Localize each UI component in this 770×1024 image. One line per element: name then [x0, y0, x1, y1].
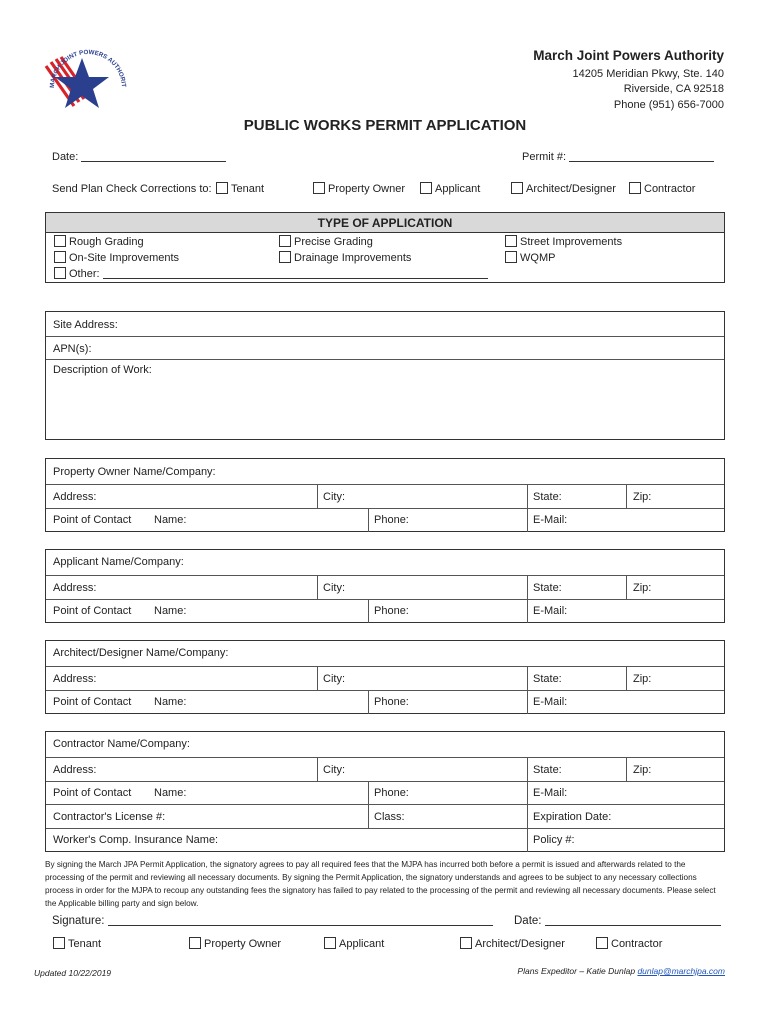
architect-address-row[interactable] [46, 667, 724, 691]
type-precise-grading[interactable]: Precise Grading [279, 235, 373, 248]
corrections-contractor[interactable]: Contractor [629, 182, 695, 195]
applicant-zip-label: Zip: [633, 582, 652, 594]
owner-phone-label: Phone: [374, 514, 409, 526]
permit-line[interactable] [569, 161, 714, 162]
page-title: PUBLIC WORKS PERMIT APPLICATION [243, 117, 527, 134]
checkbox-icon[interactable] [279, 251, 291, 263]
type-street-improvements[interactable]: Street Improvements [505, 235, 622, 248]
applicant-section [45, 549, 725, 623]
signature-line[interactable] [108, 925, 493, 926]
checkbox-icon[interactable] [324, 937, 336, 949]
owner-contact-row[interactable] [46, 509, 724, 532]
owner-city-label: City: [323, 491, 345, 503]
type-other[interactable]: Other: [54, 267, 488, 280]
billing-property-owner[interactable]: Property Owner [189, 937, 281, 950]
owner-email-label: E-Mail: [533, 514, 568, 526]
applicant-name-label: Applicant Name/Company: [53, 556, 184, 568]
architect-section [45, 640, 725, 714]
checkbox-icon[interactable] [279, 235, 291, 247]
owner-state-label: State: [533, 491, 562, 503]
architect-name-row[interactable] [46, 641, 724, 667]
contractor-expiration-label: Expiration Date: [533, 811, 612, 823]
contractor-name-row[interactable] [46, 732, 724, 758]
apn-row[interactable] [46, 337, 724, 360]
permit-label: Permit #: [522, 151, 567, 163]
contractor-insurance-row[interactable] [46, 829, 724, 852]
architect-contact-row[interactable] [46, 691, 724, 714]
architect-contact-name-label: Name: [154, 696, 187, 708]
org-address-line2: Riverside, CA 92518 [623, 83, 724, 95]
contractor-city-label: City: [323, 764, 345, 776]
checkbox-icon[interactable] [54, 235, 66, 247]
expeditor-contact [517, 966, 725, 976]
corrections-property-owner[interactable]: Property Owner [313, 182, 405, 195]
architect-phone-label: Phone: [374, 696, 409, 708]
corrections-label: Send Plan Check Corrections to: [52, 183, 212, 195]
architect-poc-label: Point of Contact [53, 696, 132, 708]
contractor-poc-label: Point of Contact [53, 787, 132, 799]
billing-tenant[interactable]: Tenant [53, 937, 101, 950]
mjpa-seal-icon [40, 44, 130, 116]
architect-state-label: State: [533, 673, 562, 685]
type-drainage-improvements[interactable]: Drainage Improvements [279, 251, 411, 264]
checkbox-icon[interactable] [420, 182, 432, 194]
checkbox-icon[interactable] [460, 937, 472, 949]
applicant-address-row[interactable] [46, 576, 724, 600]
site-address-row[interactable] [46, 312, 724, 337]
contractor-address-row[interactable] [46, 758, 724, 782]
owner-poc-label: Point of Contact [53, 514, 132, 526]
applicant-name-row[interactable] [46, 550, 724, 576]
owner-address-row[interactable] [46, 485, 724, 509]
architect-name-label: Architect/Designer Name/Company: [53, 647, 229, 659]
architect-city-label: City: [323, 673, 345, 685]
apn-label: APN(s): [53, 343, 92, 355]
checkbox-icon[interactable] [189, 937, 201, 949]
checkbox-icon[interactable] [511, 182, 523, 194]
site-address-label: Site Address: [53, 319, 118, 331]
applicant-contact-name-label: Name: [154, 605, 187, 617]
checkbox-icon[interactable] [313, 182, 325, 194]
contractor-contact-name-label: Name: [154, 787, 187, 799]
architect-zip-label: Zip: [633, 673, 652, 685]
date-label: Date: [52, 151, 79, 163]
signature-date-label: Date: [514, 915, 542, 927]
checkbox-icon[interactable] [216, 182, 228, 194]
other-line[interactable] [103, 278, 488, 279]
applicant-state-label: State: [533, 582, 562, 594]
checkbox-icon[interactable] [596, 937, 608, 949]
signature-date-line[interactable] [545, 925, 721, 926]
contractor-section [45, 731, 725, 852]
type-of-application [45, 212, 725, 283]
date-line[interactable] [81, 161, 226, 162]
checkbox-icon[interactable] [505, 235, 517, 247]
description-label: Description of Work: [53, 364, 152, 376]
applicant-address-label: Address: [53, 582, 97, 594]
contractor-email-label: E-Mail: [533, 787, 568, 799]
org-name: March Joint Powers Authority [533, 48, 724, 63]
contractor-class-label: Class: [374, 811, 405, 823]
applicant-phone-label: Phone: [374, 605, 409, 617]
owner-contact-name-label: Name: [154, 514, 187, 526]
type-wqmp[interactable]: WQMP [505, 251, 555, 264]
billing-applicant[interactable]: Applicant [324, 937, 384, 950]
contractor-zip-label: Zip: [633, 764, 652, 776]
permit-field[interactable] [522, 151, 714, 163]
contractor-license-row[interactable] [46, 805, 724, 829]
owner-address-label: Address: [53, 491, 97, 503]
owner-name-label: Property Owner Name/Company: [53, 466, 216, 478]
applicant-poc-label: Point of Contact [53, 605, 132, 617]
billing-contractor[interactable]: Contractor [596, 937, 662, 950]
signature-date-field[interactable] [514, 915, 721, 927]
corrections-tenant[interactable]: Tenant [216, 182, 264, 195]
checkbox-icon[interactable] [629, 182, 641, 194]
checkbox-icon[interactable] [54, 267, 66, 279]
expeditor-name: Plans Expeditor – Katie Dunlap [517, 966, 636, 976]
legal-disclaimer: By signing the March JPA Permit Application, the signatory agrees to pay all required fees that the MJPA has incurred both before a permit is issued and afterwards related to the processing of the permit and reviewing all necessary documents. By signing the Permit Application, the signatory understands and agrees to be subject to any necessary collections process in order for the MJPA to recoup any outstanding fees the signatory has failed to pay related to the processing of the permit and reviewing all necessary documents. Please select the Applicable billing party and sign below. [45, 860, 716, 908]
architect-email-label: E-Mail: [533, 696, 568, 708]
signature-label: Signature: [52, 915, 105, 927]
checkbox-icon[interactable] [54, 251, 66, 263]
signature-field[interactable] [52, 915, 493, 927]
contractor-address-label: Address: [53, 764, 97, 776]
logo [40, 44, 130, 116]
date-field[interactable] [52, 151, 226, 163]
description-row[interactable] [46, 360, 724, 440]
org-phone: Phone (951) 656-7000 [613, 99, 724, 111]
type-heading: TYPE OF APPLICATION [46, 213, 724, 233]
contractor-state-label: State: [533, 764, 562, 776]
applicant-contact-row[interactable] [46, 600, 724, 623]
architect-address-label: Address: [53, 673, 97, 685]
contractor-phone-label: Phone: [374, 787, 409, 799]
policy-label: Policy #: [533, 834, 575, 846]
type-onsite-improvements[interactable]: On-Site Improvements [54, 251, 179, 264]
updated-date: Updated 10/22/2019 [34, 968, 112, 978]
applicant-city-label: City: [323, 582, 345, 594]
org-address-line1: 14205 Meridian Pkwy, Ste. 140 [572, 68, 724, 80]
owner-section [45, 458, 725, 532]
contractor-contact-row[interactable] [46, 782, 724, 805]
contractor-license-label: Contractor's License #: [53, 811, 166, 823]
expeditor-email-link[interactable]: dunlap@marchjpa.com [637, 966, 725, 976]
applicant-email-label: E-Mail: [533, 605, 568, 617]
checkbox-icon[interactable] [53, 937, 65, 949]
corrections-applicant[interactable]: Applicant [420, 182, 480, 195]
site-section [45, 311, 725, 440]
billing-architect[interactable]: Architect/Designer [460, 937, 565, 950]
corrections-architect[interactable]: Architect/Designer [511, 182, 616, 195]
contractor-name-label: Contractor Name/Company: [53, 738, 190, 750]
owner-zip-label: Zip: [633, 491, 652, 503]
svg-text:MARCH JOINT POWERS AUTHORITY: MARCH JOINT POWERS AUTHORIT [48, 48, 128, 89]
type-rough-grading[interactable]: Rough Grading [54, 235, 144, 248]
checkbox-icon[interactable] [505, 251, 517, 263]
owner-name-row[interactable] [46, 459, 724, 485]
workers-comp-label: Worker's Comp. Insurance Name: [53, 834, 219, 846]
